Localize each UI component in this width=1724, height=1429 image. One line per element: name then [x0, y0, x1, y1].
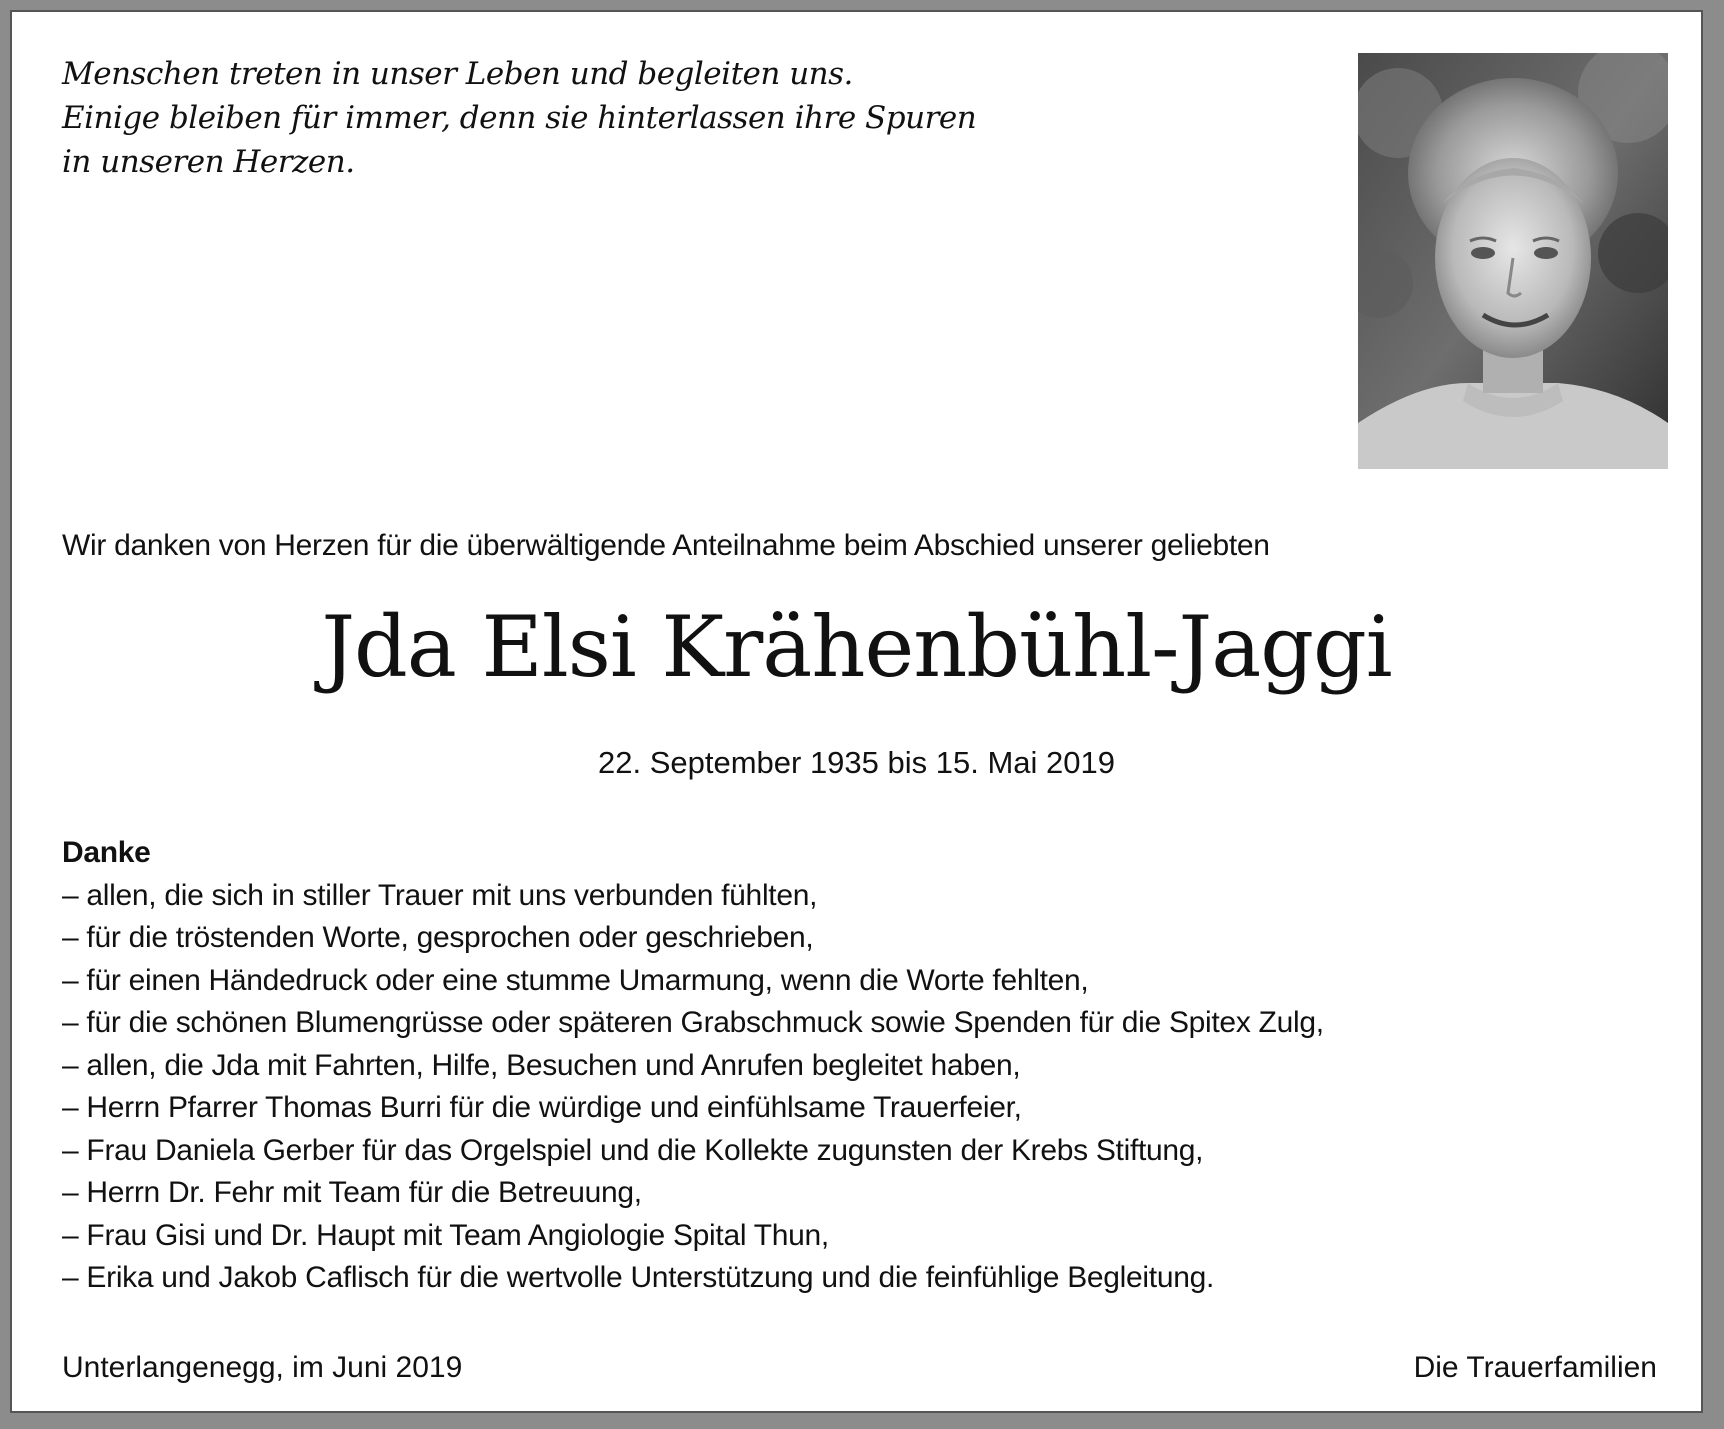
thanks-item: – Herrn Dr. Fehr mit Team für die Betreuung,: [62, 1176, 642, 1209]
motto-line: Einige bleiben für immer, denn sie hinterlassen ihre Spuren: [62, 100, 977, 136]
motto-line: Menschen treten in unser Leben und begleiten uns.: [62, 56, 853, 92]
thanks-item: – allen, die Jda mit Fahrten, Hilfe, Besuchen und Anrufen begleitet haben,: [62, 1048, 1021, 1082]
intro-text: Wir danken von Herzen für die überwältigende Anteilnahme beim Abschied unserer geliebten: [62, 529, 1270, 562]
thanks-heading: Danke: [62, 836, 151, 869]
life-dates: 22. September 1935 bis 15. Mai 2019: [597, 745, 1115, 780]
thanks-item: – Herrn Pfarrer Thomas Burri für die würdige und einfühlsame Trauerfeier,: [62, 1091, 1022, 1124]
thanks-item: – Frau Gisi und Dr. Haupt mit Team Angiologie Spital Thun,: [62, 1218, 829, 1252]
thanks-item: – für einen Händedruck oder eine stumme Umarmung, wenn die Worte fehlten,: [62, 963, 1089, 997]
thanks-item: – Frau Daniela Gerber für das Orgelspiel und die Kollekte zugunsten der Krebs Stiftung,: [62, 1133, 1204, 1167]
portrait-image: [1358, 53, 1668, 469]
place-and-date: Unterlangenegg, im Juni 2019: [62, 1351, 463, 1384]
thanks-section: [62, 832, 1324, 1300]
thanks-item: – für die tröstenden Worte, gesprochen oder geschrieben,: [62, 921, 814, 954]
deceased-name: Jda Elsi Krähenbühl-Jaggi: [321, 598, 1392, 696]
motto-quote: [62, 52, 976, 184]
portrait-photo: [1358, 53, 1668, 469]
obituary-notice: [10, 10, 1703, 1413]
signature: Die Trauerfamilien: [1413, 1351, 1657, 1384]
motto-line: in unseren Herzen.: [62, 144, 355, 180]
thanks-item: – allen, die sich in stiller Trauer mit uns verbunden fühlten,: [62, 878, 818, 912]
thanks-item: – Erika und Jakob Caflisch für die wertvolle Unterstützung und die feinfühlige Begleitung.: [62, 1261, 1215, 1294]
thanks-item: – für die schönen Blumengrüsse oder späteren Grabschmuck sowie Spenden für die Spitex Zulg,: [62, 1006, 1324, 1039]
